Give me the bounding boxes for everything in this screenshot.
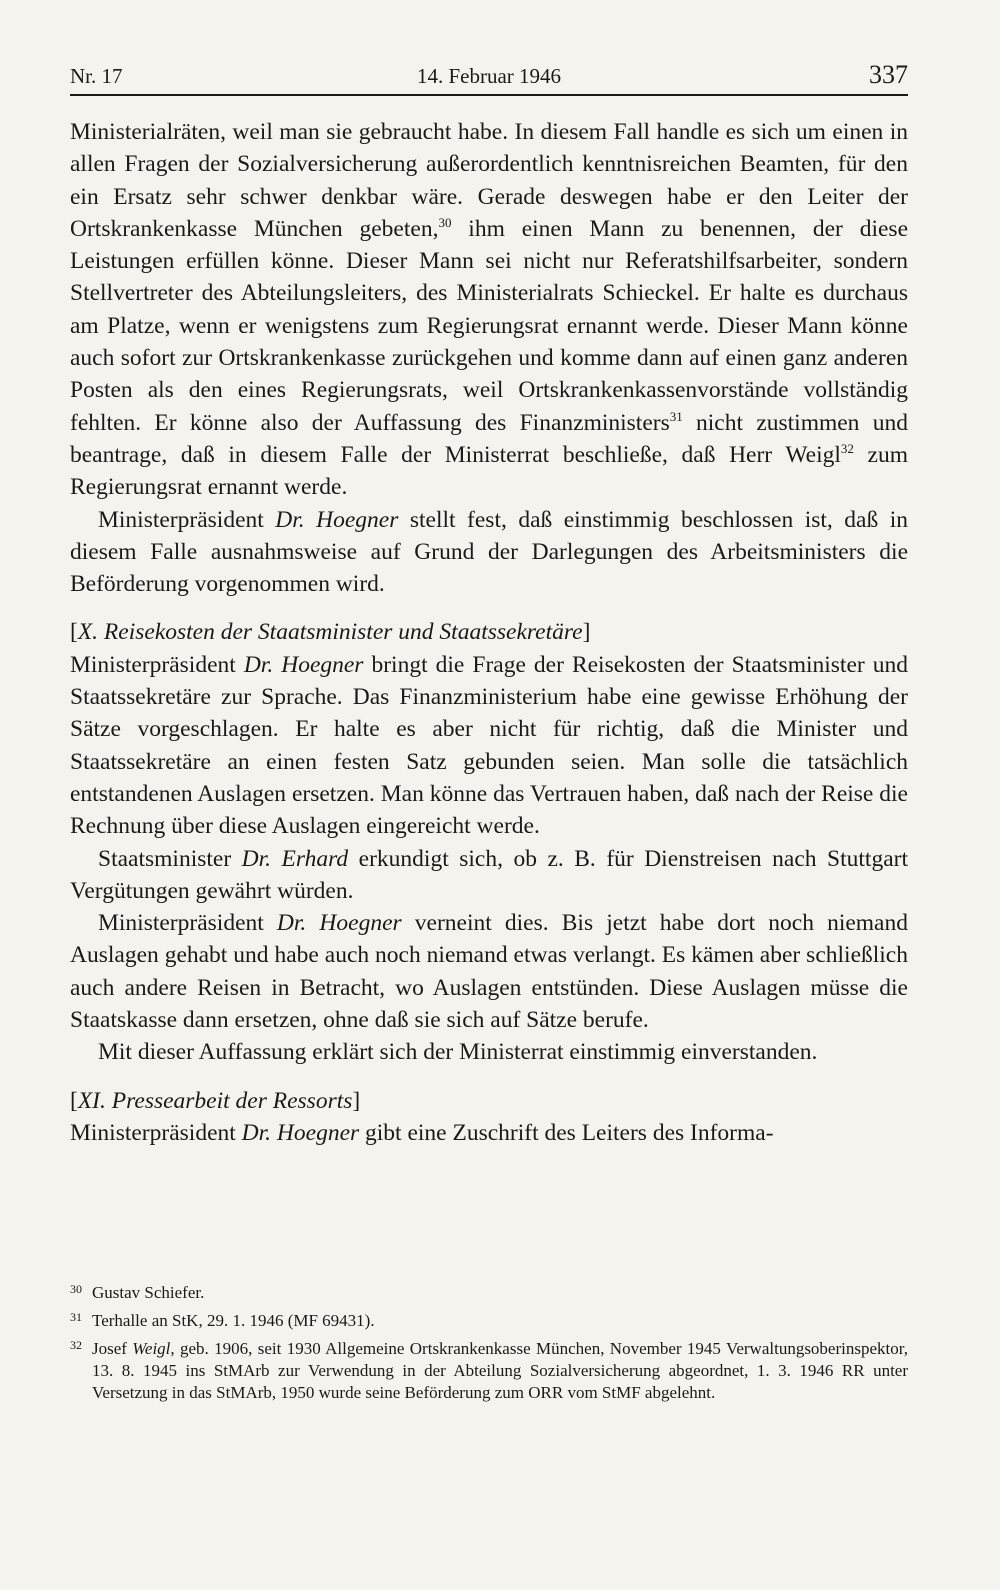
- footnote-text: [92, 1339, 908, 1402]
- footnote-text: Terhalle an StK, 29. 1. 1946 (MF 69431).: [92, 1311, 375, 1330]
- running-header: [70, 60, 908, 96]
- speaker-name: Dr. Hoegner: [241, 1119, 360, 1146]
- text-run: Ministerialräten, weil man sie gebraucht habe. In diesem Fall handle es sich um einen in allen Fragen der Sozialversicherung außerordentlich kenntnisreichen Beamten, für den ein Ersatz sehr schwer denkbar wäre. Gerade deswegen habe er den Leiter der Ortskrankenkasse München gebeten,: [70, 119, 908, 242]
- paragraph-5: [70, 907, 908, 1036]
- paragraph-7: [70, 1117, 908, 1149]
- issue-number: Nr. 17: [70, 64, 123, 88]
- text-run: ihm einen Mann zu benennen, der diese Leistungen erfüllen könne. Dieser Mann sei nicht nur Referatshilfsarbeiter, sondern Stellvertreter des Abteilungsleiters, des Ministerialrats Schieckel. Er halte es durchaus am Platze, wenn er wenigstens zum Regierungsrat ernannt werde. Dieser Mann könne auch sofort zur Ortskrankenkasse zurückgehen und komme dann auf einen ganz anderen Posten als den eines Regierungsrats, weil Ortskrankenkassenvorstände vollständig fehlten. Er könne also der Auffassung des Finanzministers: [70, 215, 908, 436]
- footnote-ref-31[interactable]: 31: [669, 408, 683, 424]
- text-run: Ministerpräsident: [70, 651, 244, 678]
- speaker-name: Dr. Erhard: [241, 845, 349, 872]
- footnote-number: 31: [70, 1310, 82, 1324]
- footnote-30: [70, 1282, 908, 1304]
- paragraph-2: [70, 504, 908, 601]
- speaker-name: Dr. Hoegner: [276, 910, 402, 937]
- footnote-number: 32: [70, 1338, 82, 1352]
- speaker-name: Dr. Hoegner: [243, 651, 364, 678]
- bracket-open: [: [70, 1087, 78, 1114]
- text-run: stellt fest, daß einstimmig beschlossen ist, daß in diesem Falle ausnahmsweise auf Grund der Darlegungen des Arbeitsministers die Beförderung vorgenommen wird.: [70, 506, 908, 598]
- text-run: zum Regierungsrat ernannt werde.: [70, 441, 908, 501]
- footnote-ref-30[interactable]: 30: [438, 215, 452, 231]
- bracket-close: ]: [582, 619, 591, 646]
- text-run: gibt eine Zuschrift des Leiters des Informa-: [359, 1119, 774, 1146]
- text-run: nicht zustimmen und beantrage, daß in diesem Falle der Ministerrat beschließe, daß Herr Weigl: [70, 409, 908, 468]
- section-title: X. Reisekosten der Staatsminister und Staatssekretäre: [77, 619, 583, 646]
- text-run: erkundigt sich, ob z. B. für Dienstreisen nach Stuttgart Vergütungen gewährt würden.: [70, 845, 908, 904]
- bracket-open: [: [70, 619, 78, 646]
- footnote-31: [70, 1310, 908, 1332]
- footnote-number: 30: [70, 1282, 82, 1296]
- text-run: Staatsminister: [98, 845, 242, 872]
- header-date: 14. Februar 1946: [416, 64, 562, 88]
- text-run: Ministerpräsident: [70, 1119, 242, 1146]
- main-text: [70, 116, 908, 1149]
- paragraph-4: [70, 843, 908, 908]
- speaker-name: Dr. Hoegner: [275, 506, 399, 533]
- bracket-close: ]: [352, 1087, 361, 1114]
- text-run: Ministerpräsident: [98, 506, 276, 533]
- paragraph-1: [70, 116, 908, 504]
- paragraph-3: [70, 649, 908, 843]
- section-heading-x: [70, 616, 908, 648]
- footnote-ref-32[interactable]: 32: [840, 441, 854, 457]
- section-title: XI. Pressearbeit der Ressorts: [77, 1087, 353, 1114]
- section-heading-xi: [70, 1085, 908, 1117]
- text-run: Ministerpräsident: [98, 910, 277, 937]
- paragraph-6: Mit dieser Auffassung erklärt sich der Ministerrat einstimmig einverstanden.: [98, 1039, 818, 1066]
- footnote-32: [70, 1338, 908, 1404]
- text-run: geb. 1906, seit 1930 Allgemeine Ortskrankenkasse München, November 1945 Verwaltungsoberinspektor, 13. 8. 1945 ins StMArb zur Verwendung in der Abteilung Sozialversicherung abgeordnet, 1. 3. 1946 RR unter Versetzung in das StMArb, 1950 wurde seine Beförderung zum ORR vom StMF abgelehnt.: [92, 1339, 908, 1402]
- footnote-text: Gustav Schiefer.: [92, 1283, 205, 1302]
- page-number: 337: [869, 60, 908, 89]
- person-name: Weigl,: [132, 1339, 175, 1358]
- text-run: verneint dies. Bis jetzt habe dort noch niemand Auslagen gehabt und habe auch noch niemand etwas verlangt. Es kämen aber schließlich auch andere Reisen in Betracht, wo Auslagen entstünden. Diese Auslagen müsse die Staatskasse dann ersetzen, ohne daß sie sich auf Sätze berufe.: [70, 910, 908, 1034]
- footnotes: [70, 1282, 908, 1410]
- text-run: bringt die Frage der Reisekosten der Staatsminister und Staatssekretäre zur Sprache. Das Finanzministerium habe eine gewisse Erhöhung der Sätze vorgeschlagen. Er halte es aber nicht für richtig, daß die Minister und Staatssekretäre an einen festen Satz gebunden seien. Man solle die tatsächlich entstandenen Auslagen ersetzen. Man könne das Vertrauen haben, daß nach der Reise die Rechnung über diese Auslagen eingereicht werde.: [70, 651, 908, 840]
- text-run: Josef: [92, 1339, 133, 1358]
